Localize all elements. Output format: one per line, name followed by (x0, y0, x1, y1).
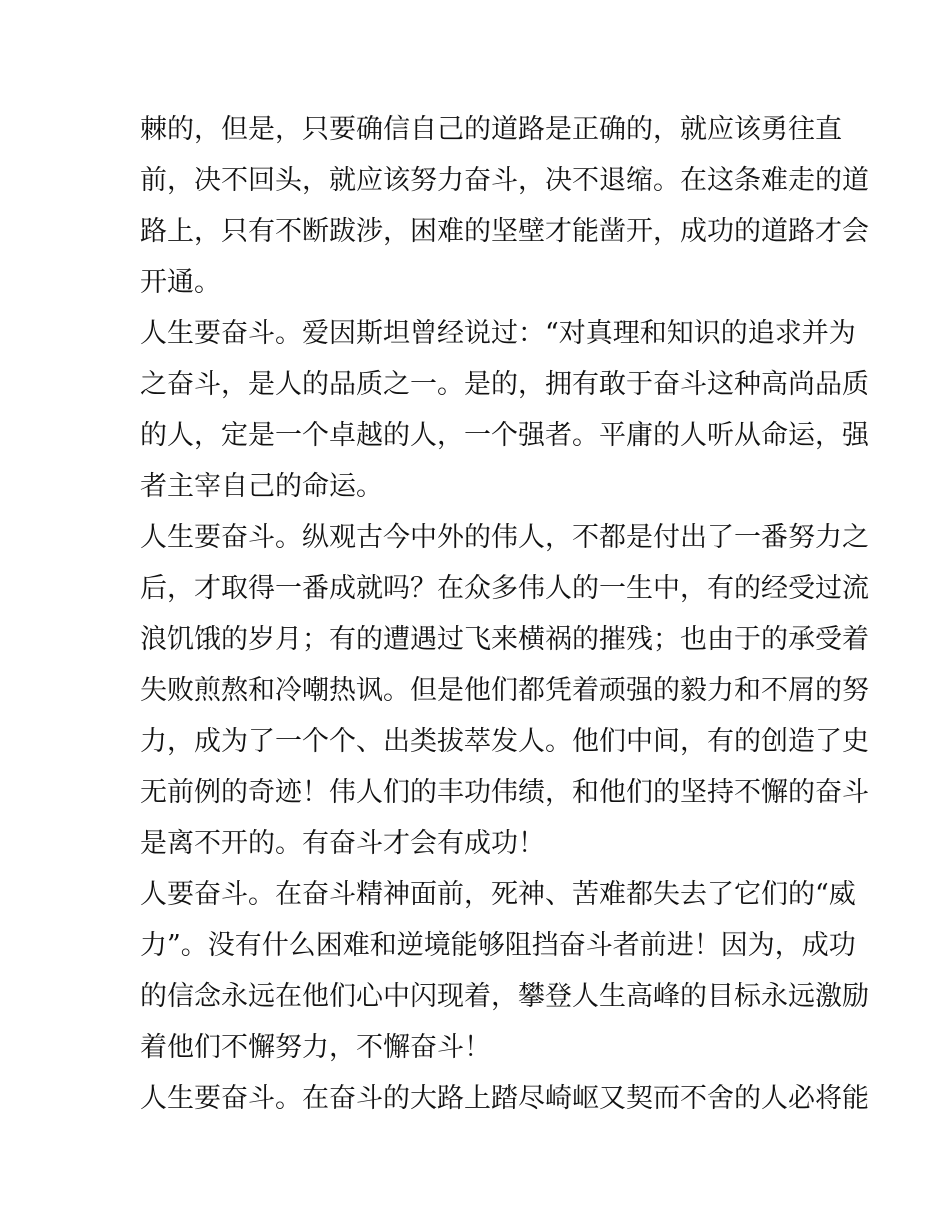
text-line: 是离不开的。有奋斗才会有成功！ (140, 828, 545, 859)
text-line: 浪饥饿的岁月；有的遭遇过飞来横祸的摧残；也由于的承受着 (140, 624, 869, 655)
text-line: 人要奋斗。在奋斗精神面前，死神、苦难都失去了它们的“威 (140, 879, 856, 910)
text-line: 之奋斗，是人的品质之一。是的，拥有敢于奋斗这种高尚品质 (140, 369, 869, 400)
text-line: 的信念永远在他们心中闪现着，攀登人生高峰的目标永远激励 (140, 981, 869, 1012)
text-line: 路上，只有不断跋涉，困难的坚壁才能凿开，成功的道路才会 (140, 216, 869, 247)
text-line: 人生要奋斗。纵观古今中外的伟人，不都是付出了一番努力之 (140, 522, 869, 553)
text-line: 前，决不回头，就应该努力奋斗，决不退缩。在这条难走的道 (140, 165, 869, 196)
document-body-text (140, 104, 869, 1124)
text-line: 力，成为了一个个、出类拔萃发人。他们中间，有的创造了史 (140, 726, 869, 757)
text-line: 的人，定是一个卓越的人，一个强者。平庸的人听从命运，强 (140, 420, 869, 451)
text-line: 者主宰自己的命运。 (140, 471, 383, 502)
text-line: 无前例的奇迹！伟人们的丰功伟绩，和他们的坚持不懈的奋斗 (140, 777, 869, 808)
text-line: 失败煎熬和冷嘲热讽。但是他们都凭着顽强的毅力和不屑的努 (140, 675, 869, 706)
text-line: 人生要奋斗。在奋斗的大路上踏尽崎岖又契而不舍的人必将能 (140, 1083, 869, 1114)
text-line: 人生要奋斗。爱因斯坦曾经说过：“对真理和知识的追求并为 (140, 318, 856, 349)
text-line: 棘的，但是，只要确信自己的道路是正确的，就应该勇往直 (140, 114, 842, 145)
text-line: 后，才取得一番成就吗？在众多伟人的一生中，有的经受过流 (140, 573, 869, 604)
text-line: 力”。没有什么困难和逆境能够阻挡奋斗者前进！因为，成功 (140, 930, 856, 961)
text-line: 开通。 (140, 267, 221, 298)
text-line: 着他们不懈努力，不懈奋斗！ (140, 1032, 491, 1063)
